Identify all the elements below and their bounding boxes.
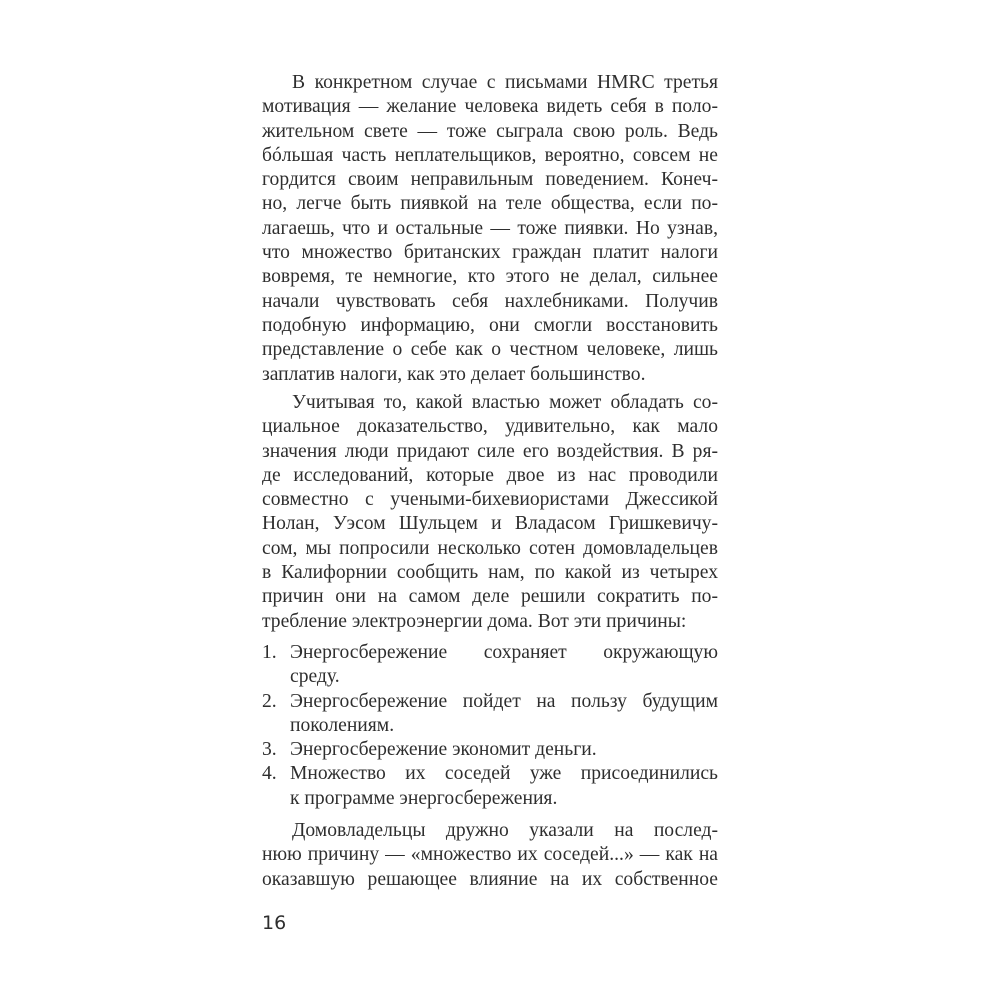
list-number: 4. [262,763,277,785]
text-line: Домовладельцы дружно указали на послед- [292,820,718,841]
text-line: бóльшая часть неплательщиков, вероятно, совсем не [262,144,718,166]
list-item-line: среду. [290,666,340,688]
text-line: лагаешь, что и остальные — тоже пиявки. Но узнав, [262,217,718,239]
text-line: вовремя, те немногие, кто этого не делал, сильнее [262,266,718,288]
page-number: 16 [262,912,287,934]
list-number: 1. [262,642,277,663]
text-line: гордится своим неправильным поведением. Конеч- [262,169,718,191]
text-line: но, легче быть пиявкой на теле общества, если по- [262,193,718,215]
list-item-line: Энергосбережение сохраняет окружающую [290,642,718,663]
text-line: значения люди придают силе его воздействия. В ря- [262,440,718,462]
text-line: де исследований, которые двое из нас проводили [262,464,718,486]
text-line: представление о себе как о честном человеке, лишь [262,339,718,361]
text-line: В конкретном случае с письмами HMRC третья [292,72,718,93]
list-item-line: Энергосбережение пойдет на пользу будущим [290,690,718,712]
list-number: 3. [262,739,277,761]
paragraph-3 [262,819,718,892]
text-line: начали чувствовать себя нахлебниками. Получив [262,290,718,312]
text-line: в Калифорнии сообщить нам, по какой из четырех [262,562,718,584]
text-line: совместно с учеными-бихевиористами Джессикой [262,489,718,511]
list-item-line: Энергосбережение экономит деньги. [290,739,597,761]
text-line: требление электроэнергии дома. Вот эти причины: [262,610,687,632]
list-item [262,762,718,811]
text-line: сом, мы попросили несколько сотен домовладельцев [262,537,718,559]
list-number: 2. [262,690,277,712]
list-item-line: к программе энергосбережения. [290,787,558,809]
list-item-line: поколениям. [290,714,395,736]
list-item [262,738,718,762]
list-item [262,641,718,690]
text-line: жительном свете — тоже сыграла свою роль. Ведь [262,120,718,142]
text-line: Учитывая то, какой властью может обладать со- [292,392,718,413]
text-line: заплатив налоги, как это делает большинство. [262,363,646,385]
reasons-list [262,641,718,811]
text-line: циальное доказательство, удивительно, как мало [262,416,718,438]
text-line: Нолан, Уэсом Шульцем и Владасом Гришкевичу- [262,513,718,535]
paragraph-1 [262,71,718,387]
list-item [262,690,718,739]
text-line: подобную информацию, они смогли восстановить [262,314,718,336]
text-line: нюю причину — «множество их соседей...» — как на [262,844,718,866]
text-line: что множество британских граждан платит налоги [262,242,718,264]
text-line: причин они на самом деле решили сократить по- [262,586,718,608]
paragraph-2 [262,391,718,634]
text-line: мотивация — желание человека видеть себя в поло- [262,96,718,118]
list-item-line: Множество их соседей уже присоединились [290,763,718,785]
text-line: оказавшую решающее влияние на их собственное [262,868,718,890]
